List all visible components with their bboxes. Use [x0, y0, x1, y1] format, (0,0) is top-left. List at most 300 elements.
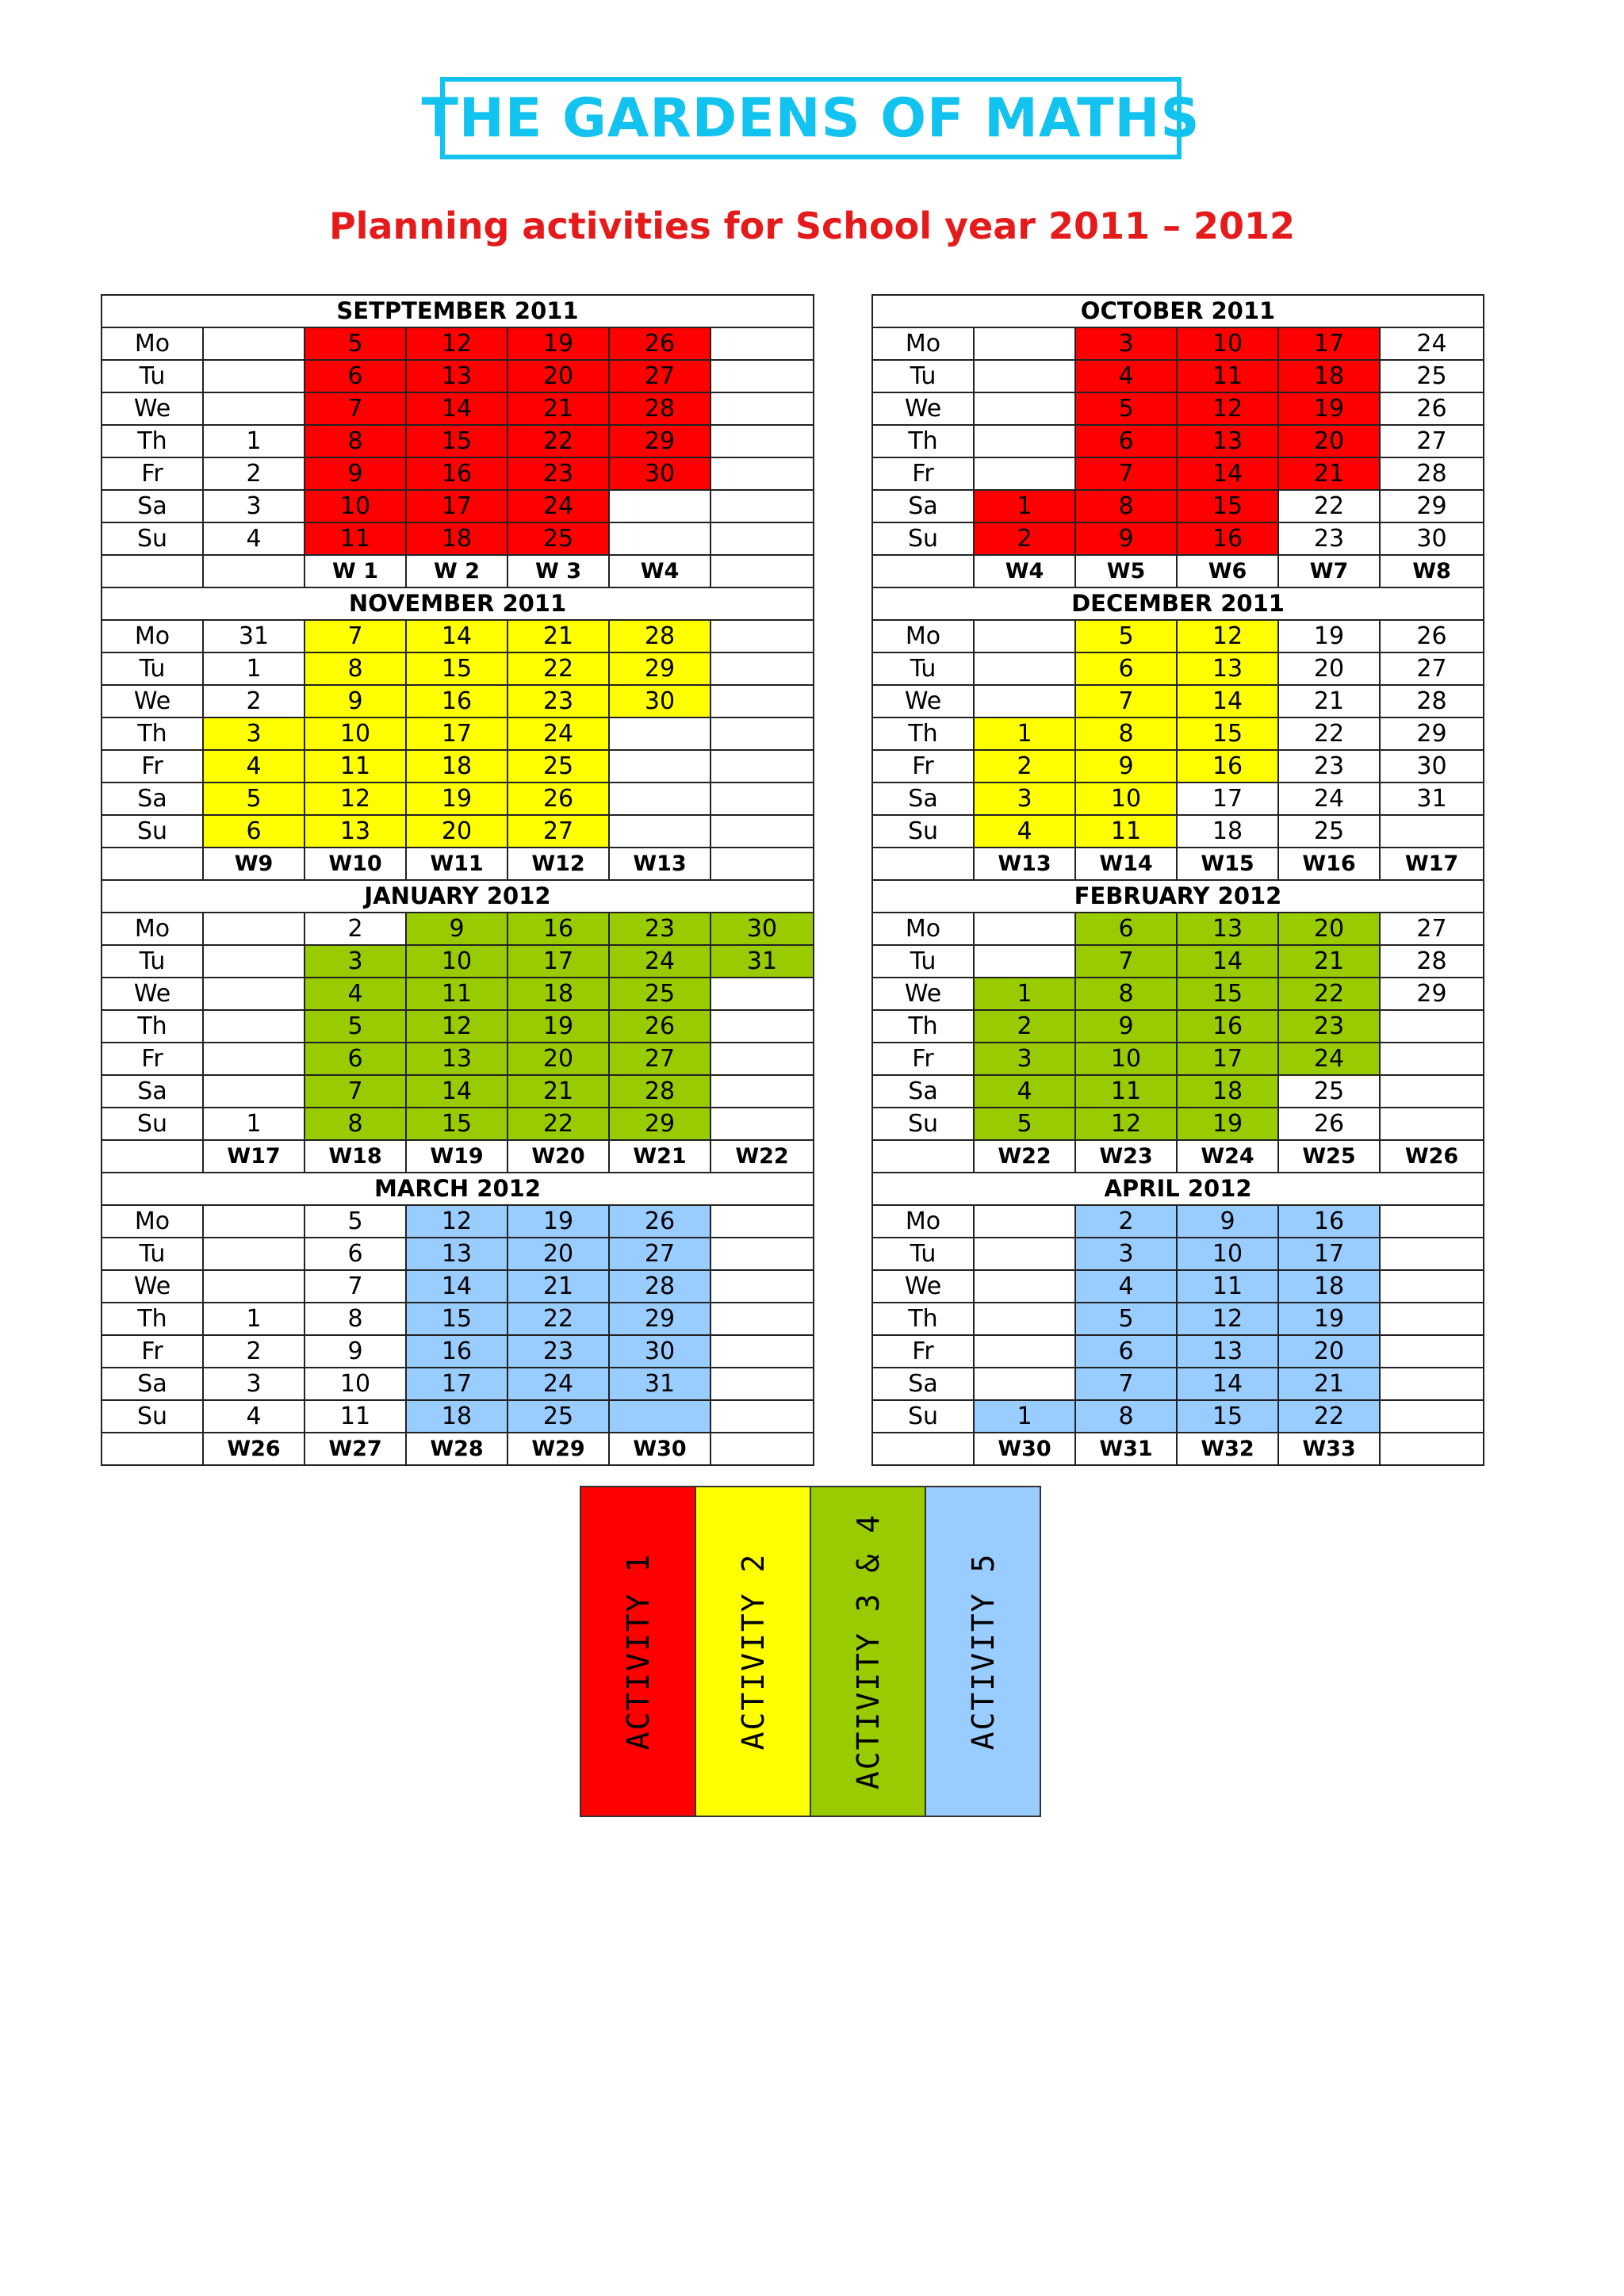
date-cell: 19	[1278, 392, 1380, 425]
week-day-row	[872, 425, 1484, 457]
weekday-label: We	[102, 685, 203, 718]
date-cell: 12	[406, 1205, 508, 1238]
date-cell: 1	[203, 1108, 304, 1140]
date-cell: 19	[1177, 1108, 1278, 1140]
date-cell: 29	[1380, 490, 1484, 522]
week-day-row	[102, 1303, 814, 1335]
weekday-label: Th	[102, 718, 203, 750]
weekday-label: Th	[102, 425, 203, 457]
date-cell: 16	[406, 457, 508, 490]
date-cell: 14	[406, 1075, 508, 1108]
date-cell: 29	[609, 1108, 710, 1140]
date-cell: 23	[508, 685, 609, 718]
date-cell: 22	[1278, 490, 1380, 522]
weekday-label: Fr	[102, 457, 203, 490]
date-cell: 4	[203, 750, 304, 783]
date-cell: 18	[406, 750, 508, 783]
date-cell	[974, 1238, 1075, 1270]
weekday-label: Su	[102, 1108, 203, 1140]
date-cell: 29	[609, 1303, 710, 1335]
date-cell	[203, 913, 304, 945]
week-day-row	[872, 1108, 1484, 1140]
week-number-cell: W4	[609, 555, 710, 587]
weekday-label: Mo	[102, 913, 203, 945]
weekday-label: Tu	[872, 360, 974, 392]
week-number-cell: W15	[1177, 848, 1278, 880]
date-cell: 20	[406, 815, 508, 848]
date-cell: 24	[609, 945, 710, 978]
date-cell: 21	[508, 620, 609, 652]
date-cell: 4	[1075, 360, 1177, 392]
date-cell: 2	[974, 750, 1075, 783]
date-cell	[1380, 1368, 1484, 1400]
date-cell: 1	[974, 978, 1075, 1010]
date-cell: 22	[1278, 1400, 1380, 1433]
date-cell	[609, 718, 710, 750]
date-cell: 6	[304, 1238, 406, 1270]
date-cell: 11	[304, 750, 406, 783]
date-cell: 19	[508, 1010, 609, 1043]
date-cell: 14	[1177, 685, 1278, 718]
month-title: JANUARY 2012	[102, 880, 814, 913]
week-day-row	[102, 1010, 814, 1043]
date-cell: 18	[1278, 360, 1380, 392]
week-day-row	[872, 1075, 1484, 1108]
date-cell: 13	[1177, 913, 1278, 945]
week-day-row	[872, 913, 1484, 945]
date-cell: 27	[609, 360, 710, 392]
date-cell: 22	[1278, 978, 1380, 1010]
week-number-cell	[710, 1433, 814, 1465]
legend-activity-1	[580, 1487, 695, 1816]
week-day-row	[872, 360, 1484, 392]
week-number-row	[102, 1140, 814, 1173]
week-day-row	[102, 783, 814, 815]
date-cell: 3	[304, 945, 406, 978]
week-number-cell: W8	[1380, 555, 1484, 587]
week-day-row	[872, 718, 1484, 750]
week-number-cell: W4	[974, 555, 1075, 587]
date-cell	[1380, 1205, 1484, 1238]
weekday-label: Th	[872, 1303, 974, 1335]
date-cell: 6	[1075, 425, 1177, 457]
week-day-row	[872, 978, 1484, 1010]
week-number-cell	[102, 848, 203, 880]
week-day-row	[102, 457, 814, 490]
date-cell	[710, 1400, 814, 1433]
date-cell: 7	[1075, 685, 1177, 718]
week-number-cell	[872, 555, 974, 587]
date-cell	[710, 718, 814, 750]
date-cell: 7	[1075, 457, 1177, 490]
weekday-label: Sa	[102, 1368, 203, 1400]
date-cell: 21	[1278, 1368, 1380, 1400]
date-cell: 25	[508, 1400, 609, 1433]
week-day-row	[102, 327, 814, 360]
document-title: THE GARDENS OF MATHS	[440, 77, 1182, 159]
week-number-cell: W5	[1075, 555, 1177, 587]
week-number-cell	[1380, 1433, 1484, 1465]
date-cell: 3	[974, 783, 1075, 815]
date-cell: 19	[508, 1205, 609, 1238]
date-cell: 15	[1177, 1400, 1278, 1433]
date-cell: 16	[508, 913, 609, 945]
date-cell: 7	[304, 1270, 406, 1303]
date-cell: 23	[1278, 522, 1380, 555]
date-cell: 1	[974, 490, 1075, 522]
date-cell: 13	[1177, 1335, 1278, 1368]
weekday-label: Su	[872, 1400, 974, 1433]
calendar-left-column	[101, 294, 814, 1466]
weekday-label: Fr	[872, 1043, 974, 1075]
week-day-row	[872, 1238, 1484, 1270]
date-cell: 20	[1278, 913, 1380, 945]
week-day-row	[872, 685, 1484, 718]
weekday-label: Th	[102, 1303, 203, 1335]
date-cell: 14	[1177, 1368, 1278, 1400]
week-number-cell: W11	[406, 848, 508, 880]
week-number-row	[102, 555, 814, 587]
week-day-row	[102, 685, 814, 718]
date-cell: 7	[304, 620, 406, 652]
week-day-row	[102, 978, 814, 1010]
date-cell: 17	[1177, 783, 1278, 815]
date-cell: 18	[406, 1400, 508, 1433]
week-number-cell: W30	[609, 1433, 710, 1465]
date-cell: 19	[406, 783, 508, 815]
week-day-row	[872, 1270, 1484, 1303]
week-day-row	[872, 783, 1484, 815]
date-cell: 8	[304, 652, 406, 685]
date-cell: 26	[1380, 392, 1484, 425]
date-cell	[710, 652, 814, 685]
date-cell: 27	[609, 1238, 710, 1270]
date-cell: 8	[304, 425, 406, 457]
date-cell: 25	[609, 978, 710, 1010]
week-day-row	[102, 490, 814, 522]
week-day-row	[872, 522, 1484, 555]
week-day-row	[102, 1043, 814, 1075]
date-cell: 5	[304, 1010, 406, 1043]
date-cell: 13	[304, 815, 406, 848]
date-cell	[974, 685, 1075, 718]
date-cell: 27	[1380, 652, 1484, 685]
date-cell: 8	[1075, 490, 1177, 522]
date-cell: 3	[1075, 1238, 1177, 1270]
week-day-row	[102, 620, 814, 652]
date-cell: 16	[406, 1335, 508, 1368]
weekday-label: Th	[102, 1010, 203, 1043]
date-cell: 3	[1075, 327, 1177, 360]
date-cell	[203, 1205, 304, 1238]
date-cell	[203, 945, 304, 978]
date-cell: 8	[304, 1108, 406, 1140]
week-day-row	[872, 457, 1484, 490]
week-number-cell: W27	[304, 1433, 406, 1465]
date-cell: 21	[508, 1270, 609, 1303]
date-cell: 11	[1177, 360, 1278, 392]
date-cell: 10	[304, 718, 406, 750]
date-cell: 16	[1177, 1010, 1278, 1043]
week-number-cell: W30	[974, 1433, 1075, 1465]
weekday-label: Tu	[102, 1238, 203, 1270]
week-number-cell	[203, 555, 304, 587]
date-cell: 3	[203, 718, 304, 750]
date-cell	[609, 490, 710, 522]
date-cell: 30	[1380, 750, 1484, 783]
month-title: NOVEMBER 2011	[102, 587, 814, 620]
date-cell: 21	[508, 1075, 609, 1108]
date-cell	[710, 1270, 814, 1303]
date-cell: 28	[609, 1270, 710, 1303]
date-cell: 30	[1380, 522, 1484, 555]
activity-legend	[580, 1486, 1041, 1817]
date-cell	[1380, 1010, 1484, 1043]
weekday-label: Mo	[872, 620, 974, 652]
date-cell: 17	[1278, 1238, 1380, 1270]
date-cell: 2	[203, 457, 304, 490]
date-cell: 18	[508, 978, 609, 1010]
date-cell	[710, 425, 814, 457]
week-number-cell	[872, 848, 974, 880]
date-cell	[203, 1010, 304, 1043]
date-cell	[710, 978, 814, 1010]
date-cell: 6	[1075, 1335, 1177, 1368]
week-number-row	[872, 555, 1484, 587]
week-day-row	[872, 392, 1484, 425]
month-title: SETPTEMBER 2011	[102, 295, 814, 327]
week-day-row	[872, 1043, 1484, 1075]
date-cell	[974, 945, 1075, 978]
date-cell: 9	[1075, 750, 1177, 783]
week-number-cell: W26	[1380, 1140, 1484, 1173]
week-number-cell: W33	[1278, 1433, 1380, 1465]
date-cell: 10	[304, 490, 406, 522]
date-cell: 8	[1075, 978, 1177, 1010]
date-cell: 1	[974, 718, 1075, 750]
week-number-cell	[710, 848, 814, 880]
date-cell: 1	[203, 1303, 304, 1335]
week-day-row	[102, 425, 814, 457]
week-day-row	[872, 620, 1484, 652]
date-cell	[609, 750, 710, 783]
week-number-cell	[102, 1140, 203, 1173]
month-header-row	[102, 587, 814, 620]
date-cell: 23	[609, 913, 710, 945]
weekday-label: Mo	[102, 1205, 203, 1238]
week-number-cell: W32	[1177, 1433, 1278, 1465]
date-cell	[974, 392, 1075, 425]
date-cell: 16	[1278, 1205, 1380, 1238]
date-cell	[710, 783, 814, 815]
date-cell: 13	[1177, 652, 1278, 685]
week-day-row	[102, 1335, 814, 1368]
date-cell	[710, 1043, 814, 1075]
date-cell	[974, 913, 1075, 945]
date-cell: 20	[508, 1238, 609, 1270]
date-cell: 27	[1380, 425, 1484, 457]
date-cell	[710, 360, 814, 392]
date-cell	[1380, 1108, 1484, 1140]
date-cell: 14	[406, 1270, 508, 1303]
date-cell: 17	[508, 945, 609, 978]
date-cell	[710, 457, 814, 490]
date-cell: 27	[508, 815, 609, 848]
weekday-label: Sa	[872, 1075, 974, 1108]
week-number-cell: W29	[508, 1433, 609, 1465]
date-cell: 5	[1075, 392, 1177, 425]
date-cell: 24	[1278, 1043, 1380, 1075]
weekday-label: Mo	[872, 913, 974, 945]
date-cell: 13	[406, 360, 508, 392]
date-cell: 14	[1177, 945, 1278, 978]
week-number-row	[872, 848, 1484, 880]
date-cell: 12	[1177, 620, 1278, 652]
weekday-label: Sa	[872, 1368, 974, 1400]
date-cell: 17	[406, 1368, 508, 1400]
week-number-cell: W22	[974, 1140, 1075, 1173]
month-header-row	[872, 587, 1484, 620]
weekday-label: Tu	[102, 945, 203, 978]
date-cell: 9	[304, 1335, 406, 1368]
date-cell: 10	[406, 945, 508, 978]
week-day-row	[102, 913, 814, 945]
date-cell: 29	[1380, 978, 1484, 1010]
date-cell: 22	[508, 1303, 609, 1335]
week-day-row	[102, 718, 814, 750]
date-cell: 28	[609, 1075, 710, 1108]
date-cell: 4	[203, 522, 304, 555]
date-cell	[203, 978, 304, 1010]
date-cell: 22	[508, 1108, 609, 1140]
week-day-row	[102, 392, 814, 425]
week-number-cell: W19	[406, 1140, 508, 1173]
week-day-row	[872, 1303, 1484, 1335]
week-day-row	[102, 815, 814, 848]
date-cell	[203, 1270, 304, 1303]
week-number-cell: W13	[974, 848, 1075, 880]
date-cell	[609, 522, 710, 555]
date-cell: 31	[710, 945, 814, 978]
calendar-right-column	[871, 294, 1484, 1466]
date-cell: 16	[406, 685, 508, 718]
weekday-label: Mo	[872, 1205, 974, 1238]
date-cell	[974, 1335, 1075, 1368]
date-cell: 5	[304, 1205, 406, 1238]
week-number-row	[102, 848, 814, 880]
date-cell	[710, 1303, 814, 1335]
date-cell	[203, 392, 304, 425]
week-day-row	[102, 1368, 814, 1400]
month-title: DECEMBER 2011	[872, 587, 1484, 620]
week-number-cell: W20	[508, 1140, 609, 1173]
date-cell: 14	[1177, 457, 1278, 490]
date-cell: 10	[1075, 783, 1177, 815]
week-number-cell: W23	[1075, 1140, 1177, 1173]
date-cell: 12	[406, 327, 508, 360]
week-number-cell: W 3	[508, 555, 609, 587]
date-cell: 30	[609, 457, 710, 490]
week-day-row	[872, 490, 1484, 522]
weekday-label: Su	[872, 1108, 974, 1140]
date-cell	[710, 685, 814, 718]
date-cell: 15	[406, 425, 508, 457]
date-cell: 18	[1278, 1270, 1380, 1303]
date-cell: 9	[1177, 1205, 1278, 1238]
date-cell	[974, 1205, 1075, 1238]
date-cell: 9	[1075, 522, 1177, 555]
date-cell: 4	[974, 1075, 1075, 1108]
week-number-cell: W28	[406, 1433, 508, 1465]
date-cell: 11	[1177, 1270, 1278, 1303]
date-cell: 26	[1278, 1108, 1380, 1140]
date-cell: 12	[1075, 1108, 1177, 1140]
weekday-label: Sa	[872, 490, 974, 522]
month-title: APRIL 2012	[872, 1173, 1484, 1205]
week-number-cell: W26	[203, 1433, 304, 1465]
date-cell: 25	[508, 750, 609, 783]
week-number-cell: W 1	[304, 555, 406, 587]
week-number-cell: W21	[609, 1140, 710, 1173]
date-cell: 19	[1278, 1303, 1380, 1335]
date-cell: 30	[609, 685, 710, 718]
date-cell: 10	[1075, 1043, 1177, 1075]
date-cell: 22	[1278, 718, 1380, 750]
date-cell: 9	[406, 913, 508, 945]
date-cell: 7	[1075, 1368, 1177, 1400]
date-cell: 1	[203, 425, 304, 457]
date-cell: 17	[406, 718, 508, 750]
date-cell	[203, 1075, 304, 1108]
weekday-label: Sa	[102, 1075, 203, 1108]
week-day-row	[102, 652, 814, 685]
date-cell: 12	[406, 1010, 508, 1043]
date-cell: 14	[406, 392, 508, 425]
month-header-row	[102, 295, 814, 327]
week-number-cell: W6	[1177, 555, 1278, 587]
date-cell: 8	[1075, 718, 1177, 750]
week-number-cell: W14	[1075, 848, 1177, 880]
date-cell: 25	[1278, 1075, 1380, 1108]
date-cell	[710, 1075, 814, 1108]
date-cell: 1	[203, 652, 304, 685]
week-day-row	[872, 1400, 1484, 1433]
weekday-label: We	[872, 1270, 974, 1303]
date-cell: 25	[508, 522, 609, 555]
date-cell: 9	[304, 457, 406, 490]
month-header-row	[102, 1173, 814, 1205]
date-cell: 28	[1380, 945, 1484, 978]
date-cell: 20	[1278, 1335, 1380, 1368]
date-cell	[1380, 1270, 1484, 1303]
week-day-row	[102, 1270, 814, 1303]
weekday-label: Mo	[872, 327, 974, 360]
month-header-row	[872, 295, 1484, 327]
weekday-label: Tu	[102, 360, 203, 392]
date-cell: 24	[508, 490, 609, 522]
date-cell: 15	[406, 1303, 508, 1335]
date-cell: 5	[203, 783, 304, 815]
date-cell: 16	[1177, 522, 1278, 555]
date-cell: 25	[1380, 360, 1484, 392]
date-cell: 5	[1075, 1303, 1177, 1335]
date-cell	[710, 1010, 814, 1043]
date-cell: 28	[609, 620, 710, 652]
date-cell: 12	[1177, 1303, 1278, 1335]
week-day-row	[102, 945, 814, 978]
date-cell: 15	[406, 652, 508, 685]
week-day-row	[872, 1335, 1484, 1368]
